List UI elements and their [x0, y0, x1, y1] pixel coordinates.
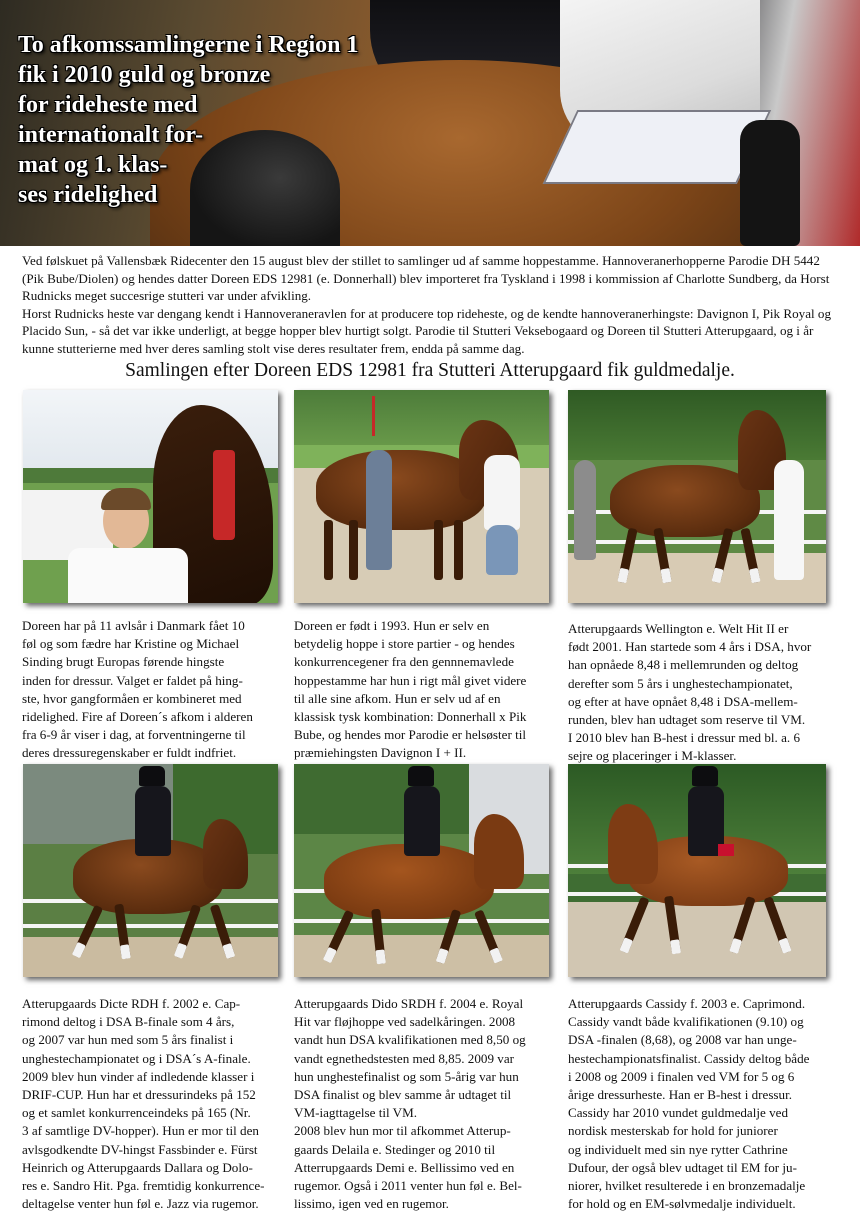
caption-line: hun unghestefinalist og som 5-årig var hun — [294, 1068, 519, 1084]
photo-dido — [294, 764, 549, 977]
handler-white — [774, 460, 804, 580]
caption-line: vandt hun DSA kvalifikationen med 8,50 og — [294, 1032, 526, 1048]
caption-line: og individuelt med sin nye rytter Cathrine — [568, 1141, 788, 1157]
caption-line: Heinrich og Atterupgaards Dallara og Dolo- — [22, 1159, 253, 1175]
caption-line: føl og som fædre har Kristine og Michael — [22, 636, 240, 652]
caption-line: og et samlet konkurrenceindeks på 165 (Nr. — [22, 1105, 251, 1121]
caption-line: DSA -finalen (8,68), og 2008 var han unge- — [568, 1032, 797, 1048]
caption-cassidy — [568, 995, 809, 1213]
caption-line: Atterupgaards Cassidy f. 2003 e. Caprimond. — [568, 996, 806, 1011]
caption-line: derefter som 5 års i unghestechampionatet, — [568, 675, 793, 691]
hero-title-line: mat og 1. klas- — [18, 152, 168, 178]
handler-shirt — [68, 548, 188, 603]
flag — [372, 396, 375, 436]
rider-top-hat — [408, 766, 434, 786]
caption-line: årige dressurheste. Han er B-hest i dressur. — [568, 1087, 792, 1103]
caption-line: Atterupgaards Wellington e. Welt Hit II er — [568, 621, 789, 636]
caption-line: I 2010 blev han B-hest i dressur med bl. a. 6 — [568, 730, 801, 746]
caption-line: fra 6-9 år viser i dag, at forventningerne til — [22, 727, 246, 743]
caption-line: Hit var fløjhoppe ved sadelkåringen. 2008 — [294, 1014, 516, 1030]
caption-line: ste, hvor gangformåen er kombineret med — [22, 690, 242, 706]
rider-top-hat — [139, 766, 165, 786]
hero-title-line: fik i 2010 guld og bronze — [18, 62, 271, 88]
hero-title — [18, 30, 398, 210]
photo-trees — [568, 390, 826, 460]
horse-leg — [349, 520, 358, 580]
intro-text — [22, 252, 844, 358]
section-heading: Samlingen efter Doreen EDS 12981 fra Stutteri Atterupgaard fik guldmedalje. — [125, 360, 735, 381]
caption-line: Dufour, der også blev udtaget til EM for ju- — [568, 1159, 797, 1175]
caption-dido — [294, 995, 526, 1213]
caption-line: 2008 blev hun mor til afkommet Atterup- — [294, 1123, 511, 1139]
intro-paragraph: Horst Rudnicks heste var dengang kendt i Hannoveraneravlen for at producere top rideheste, og de kendte hannoveranerhingste: Davignon I, Pik Royal og Placido Sun, - så det var ikke underligt, at begge hopper blev hurtigt solgt. Parodie til Stutteri Veksebogaard og Doreen til Stutteri Atterupgaard, og i år kunne stutterierne med hver deres samling stolt vise deres resultater frem, endda på samme dag. — [22, 305, 832, 356]
caption-line: DRIF-CUP. Hun har et dressurindeks på 152 — [22, 1087, 256, 1103]
rider — [135, 786, 171, 856]
hero-title-line: To afkomssamlingerne i Region 1 — [18, 32, 359, 58]
caption-line: for hold og en EM-sølvmedalje individuelt. — [568, 1196, 796, 1212]
caption-line: født 2001. Han startede som 4 års i DSA, hvor — [568, 639, 812, 655]
caption-line: inden for dressur. Valget er faldet på hing- — [22, 672, 243, 688]
hero-title-line: internationalt for- — [18, 122, 204, 148]
horse-leg — [434, 520, 443, 580]
caption-line: unghestechampionatet og i DSA´s A-finale. — [22, 1050, 251, 1066]
caption-line: hestechampionatsfinalist. Cassidy deltog både — [568, 1050, 810, 1066]
horse-leg — [324, 520, 333, 580]
caption-line: Doreen har på 11 avlsår i Danmark fået 10 — [22, 618, 245, 633]
caption-line: sejre og placeringer i M-klasser. — [568, 748, 737, 764]
hero-title-line: ses ridelighed — [18, 182, 158, 208]
caption-line: rimond deltog i DSA B-finale som 4 års, — [22, 1014, 235, 1030]
horse-leg — [454, 520, 463, 580]
handler — [484, 455, 520, 530]
intro-paragraph: Ved følskuet på Vallensbæk Ridecenter den 15 august blev der stillet to samlinger ud af samme hoppestamme. Hannoveranerhopperne Parodie DH 5442 (Pik Bube/Diolen) og hendes datter Doreen EDS 12981 (e. Donnerhall) blev importeret fra Tyskland i 1998 i kommission af Charlotte Sundberg, da Horst Rudnicks meget succesrige stutteri var under afvikling. — [22, 253, 830, 304]
photo-arena-sand — [23, 937, 278, 977]
caption-line: og efter at have opnået 8,48 i DSA-mellem- — [568, 693, 798, 709]
bystander — [366, 450, 392, 570]
photo-dicte — [23, 764, 278, 977]
caption-line: og 2007 var hun med som 5 års finalist i — [22, 1032, 234, 1048]
caption-doreen-pedigree — [294, 617, 526, 763]
caption-line: runden, blev han udtaget som reserve til VM. — [568, 712, 806, 728]
caption-line: Atterrupgaards Demi e. Bellissimo ved en — [294, 1159, 515, 1175]
red-ribbon — [213, 450, 235, 540]
bystander — [574, 460, 596, 560]
white-fence — [294, 919, 549, 923]
caption-wellington — [568, 620, 811, 766]
caption-line: nordisk mesterskab for hold for juniorer — [568, 1123, 778, 1139]
photo-cassidy — [568, 764, 826, 977]
caption-dicte — [22, 995, 265, 1213]
caption-line: i 2008 og 2009 i finalen ved VM for 5 og 6 — [568, 1068, 795, 1084]
caption-line: 2009 blev hun vinder af indledende klasser i — [22, 1068, 255, 1084]
caption-doreen-offspring — [22, 617, 253, 763]
caption-line: gaards Delaila e. Stedinger og 2010 til — [294, 1141, 496, 1157]
photo-doreen-standing — [294, 390, 549, 603]
rider-boot — [740, 120, 800, 246]
caption-line: Cassidy har 2010 vundet guldmedalje ved — [568, 1105, 789, 1121]
saddle-pad-flag — [718, 844, 734, 856]
rider-top-hat — [692, 766, 718, 786]
handler-hair — [101, 488, 151, 510]
caption-line: rugemor. Også i 2011 venter hun føl e. Bel- — [294, 1178, 522, 1194]
caption-line: konkurrencegener fra den gennnemavlede — [294, 654, 514, 670]
caption-line: hoppestamme har hun i rigt mål givet videre — [294, 672, 527, 688]
caption-line: Cassidy vandt både kvalifikationen (9.10) og — [568, 1014, 804, 1030]
caption-line: Sinding brugt Europas førende hingste — [22, 654, 225, 670]
caption-line: Doreen er født i 1993. Hun er selv en — [294, 618, 490, 633]
caption-line: res e. Sandro Hit. Pga. fremtidig konkurrence- — [22, 1178, 265, 1194]
caption-line: 3 af samtlige DV-hopper). Hun er mor til den — [22, 1123, 259, 1139]
caption-line: Bube, og hendes mor Parodie er helsøster til — [294, 727, 526, 743]
photo-doreen-portrait — [23, 390, 278, 603]
caption-line: betydelig hoppe i store partier - og hendes — [294, 636, 515, 652]
saddle-pad — [543, 110, 772, 184]
caption-line: lissimo, igen ved en rugemor. — [294, 1196, 449, 1212]
caption-line: klassisk tysk kombination: Donnerhall x Pik — [294, 709, 527, 725]
caption-line: præmiehingsten Davignon I + II. — [294, 745, 467, 761]
hero-photo — [0, 0, 860, 246]
caption-line: Atterupgaards Dicte RDH f. 2002 e. Cap- — [22, 996, 241, 1011]
caption-line: deres dressuregenskaber er fuldt indfriet. — [22, 745, 237, 761]
caption-line: han opnåede 8,48 i mellemrunden og deltog — [568, 657, 799, 673]
handler-jeans — [486, 525, 518, 575]
caption-line: ridelighed. Fire af Doreen´s afkom i alderen — [22, 709, 253, 725]
caption-line: avlsgodkendte DV-hingst Fassbinder e. Fürst — [22, 1141, 258, 1157]
rider — [404, 786, 440, 856]
caption-line: deltagelse venter hun føl e. Jazz via rugemor. — [22, 1196, 259, 1212]
caption-line: VM-iagttagelse til VM. — [294, 1105, 418, 1121]
hero-title-line: for rideheste med — [18, 92, 198, 118]
caption-line: til alle sine afkom. Hun er selv ud af en — [294, 690, 501, 706]
photo-wellington — [568, 390, 826, 603]
caption-line: vandt egnethedstesten med 8,85. 2009 var — [294, 1050, 514, 1066]
caption-line: niorer, hvilket resulterede i en bronzemadalje — [568, 1178, 806, 1194]
white-fence — [23, 924, 278, 928]
caption-line: Atterupgaards Dido SRDH f. 2004 e. Royal — [294, 996, 524, 1011]
caption-line: DSA finalist og blev samme år udtaget til — [294, 1087, 512, 1103]
